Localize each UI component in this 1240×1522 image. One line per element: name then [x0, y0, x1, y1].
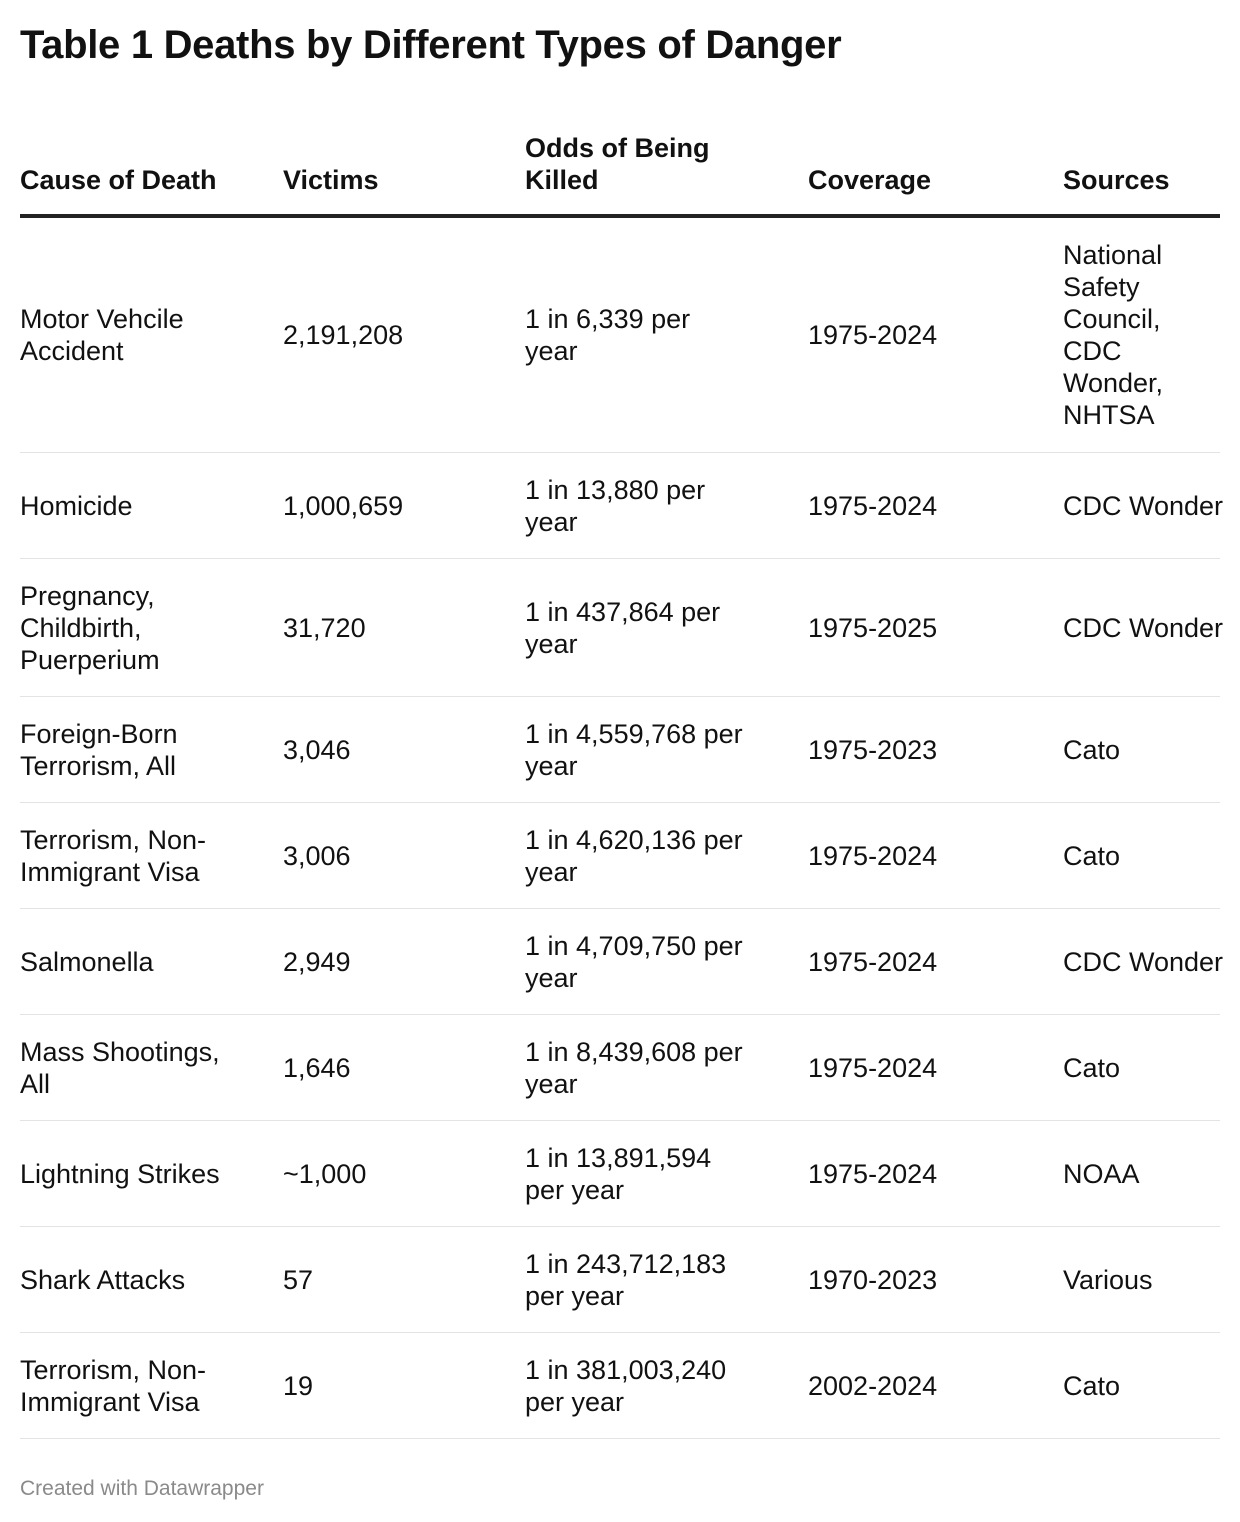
- table-row: [20, 909, 1224, 1015]
- cell-victims: ~1,000: [283, 1158, 367, 1189]
- cell-cause: Pregnancy, Childbirth, Puerperium: [20, 580, 160, 675]
- cell-sources: Various: [1063, 1264, 1153, 1295]
- table-row: [20, 218, 1220, 453]
- cell-odds: 1 in 6,339 per year: [525, 304, 691, 366]
- table-title: Table 1 Deaths by Different Types of Danger: [20, 23, 842, 67]
- cell-victims: 19: [283, 1370, 314, 1401]
- cell-sources: National Safety Council, CDC Wonder, NHTSA: [1063, 240, 1164, 430]
- cell-sources: Cato: [1063, 734, 1121, 765]
- cell-coverage: 2002-2024: [808, 1370, 938, 1401]
- cell-sources: CDC Wonder: [1063, 490, 1224, 521]
- column-header-cause: Cause of Death: [20, 165, 217, 195]
- cell-cause: Foreign-Born Terrorism, All: [20, 718, 178, 781]
- cell-coverage: 1975-2024: [808, 840, 938, 871]
- cell-odds: 1 in 4,709,750 per year: [525, 930, 743, 993]
- cell-victims: 1,000,659: [283, 490, 404, 521]
- cell-victims: 57: [283, 1264, 314, 1295]
- cell-cause: Shark Attacks: [20, 1264, 186, 1295]
- cell-cause: Homicide: [20, 490, 133, 521]
- table-body: [20, 218, 1224, 1439]
- column-header-sources: Sources: [1063, 165, 1170, 195]
- cell-cause: Lightning Strikes: [20, 1158, 220, 1189]
- table-row: [20, 803, 1220, 909]
- cell-coverage: 1975-2025: [808, 612, 938, 643]
- cell-victims: 31,720: [283, 612, 366, 643]
- cell-odds: 1 in 13,891,594 per year: [525, 1142, 712, 1205]
- cell-coverage: 1975-2024: [808, 946, 938, 977]
- cell-coverage: 1975-2024: [808, 1052, 938, 1083]
- cell-victims: 3,046: [283, 734, 351, 765]
- cell-victims: 1,646: [283, 1052, 351, 1083]
- cell-odds: 1 in 4,559,768 per year: [525, 718, 743, 781]
- cell-sources: Cato: [1063, 840, 1121, 871]
- cell-sources: NOAA: [1063, 1158, 1140, 1189]
- cell-odds: 1 in 243,712,183 per year: [525, 1248, 727, 1311]
- cell-sources: CDC Wonder: [1063, 612, 1224, 643]
- cell-odds: 1 in 381,003,240 per year: [525, 1354, 727, 1417]
- cell-victims: 2,949: [283, 946, 351, 977]
- cell-odds: 1 in 4,620,136 per year: [525, 824, 743, 887]
- cell-coverage: 1975-2024: [808, 490, 938, 521]
- cell-odds: 1 in 8,439,608 per year: [525, 1036, 743, 1099]
- cell-cause: Salmonella: [20, 946, 154, 977]
- table-row: [20, 559, 1224, 697]
- table-header-row: [20, 118, 1220, 218]
- cell-coverage: 1975-2024: [808, 1158, 938, 1189]
- cell-cause: Motor Vehcile Accident: [20, 304, 184, 366]
- cell-cause: Terrorism, Non-Immigrant Visa: [20, 1354, 207, 1417]
- table-row: [20, 453, 1224, 559]
- cell-victims: 3,006: [283, 840, 351, 871]
- cell-sources: Cato: [1063, 1370, 1121, 1401]
- cell-coverage: 1975-2024: [808, 320, 938, 350]
- table-row: [20, 1333, 1220, 1439]
- table-row: [20, 1227, 1220, 1333]
- footer-credit: Created with Datawrapper: [20, 1477, 264, 1500]
- cell-coverage: 1975-2023: [808, 734, 938, 765]
- cell-odds: 1 in 13,880 per year: [525, 474, 706, 537]
- cell-cause: Mass Shootings, All: [20, 1036, 220, 1099]
- column-header-coverage: Coverage: [808, 165, 932, 195]
- cell-coverage: 1970-2023: [808, 1264, 938, 1295]
- table-row: [20, 697, 1220, 803]
- cell-sources: CDC Wonder: [1063, 946, 1224, 977]
- cell-victims: 2,191,208: [283, 320, 404, 350]
- table-row: [20, 1015, 1220, 1121]
- data-table: [20, 118, 1224, 1439]
- column-header-odds: Odds of Being Killed: [525, 133, 710, 195]
- table-row: [20, 1121, 1220, 1227]
- column-header-victims: Victims: [283, 165, 379, 195]
- cell-sources: Cato: [1063, 1052, 1121, 1083]
- cell-cause: Terrorism, Non-Immigrant Visa: [20, 824, 207, 887]
- cell-odds: 1 in 437,864 per year: [525, 596, 721, 659]
